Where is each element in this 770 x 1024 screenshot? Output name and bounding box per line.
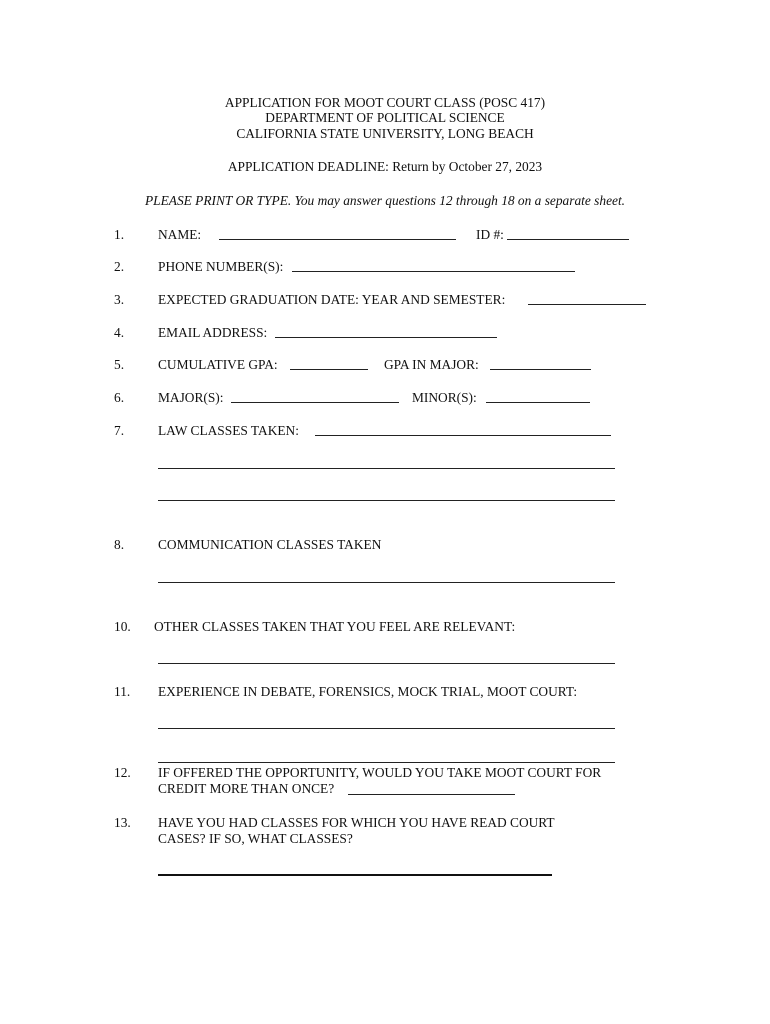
university-name: CALIFORNIA STATE UNIVERSITY, LONG BEACH (236, 126, 534, 141)
phone-label: PHONE NUMBER(S): (158, 259, 284, 274)
law-classes-field[interactable] (315, 435, 611, 436)
other-classes-label: OTHER CLASSES TAKEN THAT YOU FEEL ARE RELEVANT: (154, 619, 516, 634)
repeat-course-field[interactable] (348, 794, 515, 795)
form-title: APPLICATION FOR MOOT COURT CLASS (POSC 417) (224, 95, 546, 110)
minor-label: MINOR(S): (412, 390, 477, 405)
email-label: EMAIL ADDRESS: (158, 325, 268, 340)
cumulative-gpa-field[interactable] (290, 369, 368, 370)
minor-field[interactable] (486, 402, 590, 403)
major-field[interactable] (231, 402, 399, 403)
other-classes-field[interactable] (158, 663, 615, 664)
repeat-course-label-line2: CREDIT MORE THAN ONCE? (158, 781, 335, 796)
question-number: 1. (114, 227, 125, 242)
question-number: 3. (114, 292, 125, 307)
question-number: 13. (114, 815, 131, 830)
major-gpa-label: GPA IN MAJOR: (384, 357, 479, 372)
instructions: PLEASE PRINT OR TYPE. You may answer questions 12 through 18 on a separate sheet. (144, 193, 626, 208)
question-number: 8. (114, 537, 125, 552)
question-number: 2. (114, 259, 125, 274)
department-name: DEPARTMENT OF POLITICAL SCIENCE (265, 110, 505, 125)
communication-classes-label: COMMUNICATION CLASSES TAKEN (158, 537, 382, 552)
court-cases-label: HAVE YOU HAD CLASSES FOR WHICH YOU HAVE READ COURT (158, 815, 555, 830)
question-number: 5. (114, 357, 125, 372)
question-number: 7. (114, 423, 125, 438)
graduation-date-field[interactable] (528, 304, 646, 305)
communication-classes-field[interactable] (158, 582, 615, 583)
experience-field-line2[interactable] (158, 762, 615, 763)
email-field[interactable] (275, 337, 497, 338)
experience-field[interactable] (158, 728, 615, 729)
court-cases-field[interactable] (158, 874, 552, 876)
id-label: ID #: (476, 227, 504, 242)
question-number: 11. (114, 684, 131, 699)
experience-label: EXPERIENCE IN DEBATE, FORENSICS, MOCK TRIAL, MOOT COURT: (158, 684, 578, 699)
name-label: NAME: (158, 227, 202, 242)
phone-field[interactable] (292, 271, 575, 272)
court-cases-label-line2: CASES? IF SO, WHAT CLASSES? (158, 831, 353, 846)
question-number: 10. (114, 619, 131, 634)
law-classes-field-line2[interactable] (158, 468, 615, 469)
question-number: 12. (114, 765, 131, 780)
major-gpa-field[interactable] (490, 369, 591, 370)
repeat-course-label: IF OFFERED THE OPPORTUNITY, WOULD YOU TAKE MOOT COURT FOR (158, 765, 602, 780)
major-label: MAJOR(S): (158, 390, 224, 405)
id-field[interactable] (507, 239, 629, 240)
law-classes-field-line3[interactable] (158, 500, 615, 501)
name-field[interactable] (219, 239, 456, 240)
application-deadline: APPLICATION DEADLINE: Return by October 27, 2023 (227, 159, 543, 174)
graduation-date-label: EXPECTED GRADUATION DATE: YEAR AND SEMESTER: (158, 292, 506, 307)
law-classes-label: LAW CLASSES TAKEN: (158, 423, 299, 438)
question-number: 4. (114, 325, 125, 340)
question-number: 6. (114, 390, 125, 405)
cumulative-gpa-label: CUMULATIVE GPA: (158, 357, 278, 372)
